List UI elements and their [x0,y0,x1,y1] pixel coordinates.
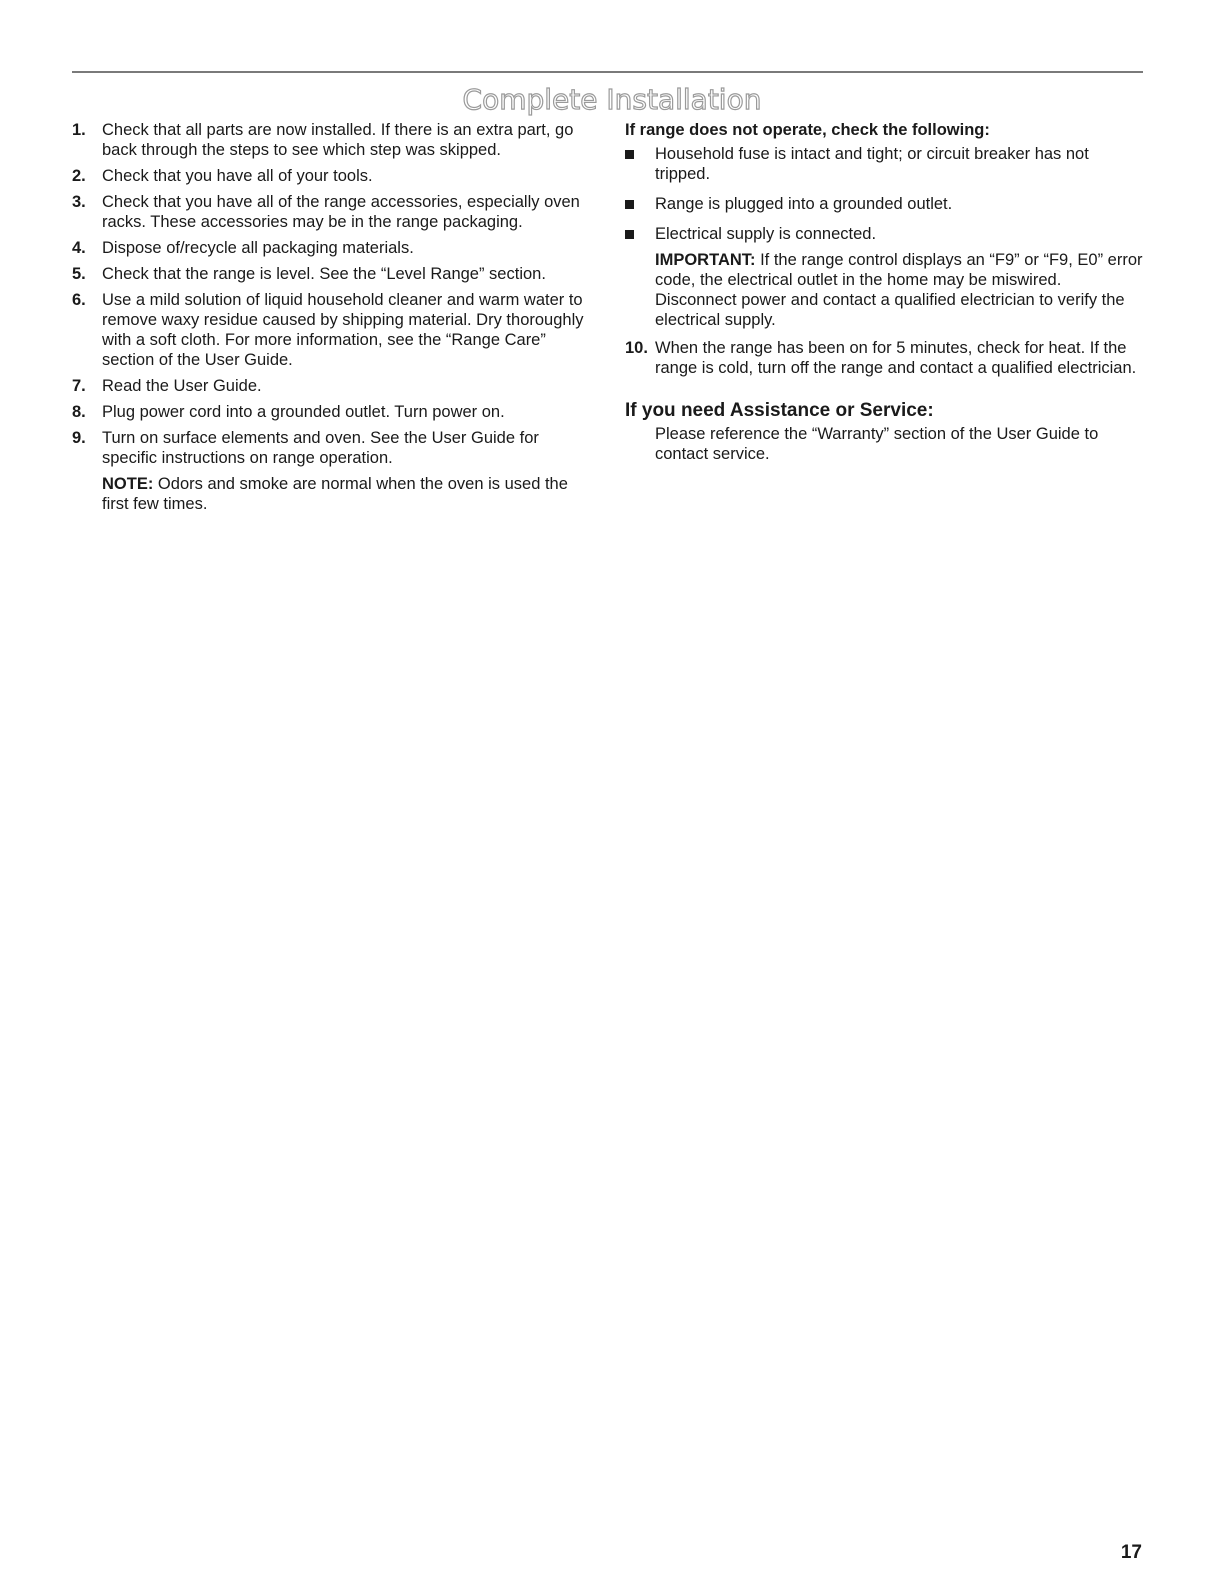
note-text: Odors and smoke are normal when the oven is used the first few times. [102,475,568,513]
square-bullet-icon [625,200,634,209]
step-number: 6. [72,291,86,309]
step-item [72,192,592,232]
step-item [72,120,592,160]
step-item [72,428,592,468]
step-number: 9. [72,429,86,447]
step-item [72,238,592,258]
step-text: Use a mild solution of liquid household cleaner and warm water to remove waxy residue caused by shipping material. Dry thoroughly with a soft cloth. For more information, see the “Range Care” section of the User Guide. [102,291,584,369]
note-paragraph [72,474,592,514]
square-bullet-icon [625,150,634,159]
check-item [625,224,1145,244]
square-bullet-icon [625,230,634,239]
step-number: 2. [72,167,86,185]
step-item [72,290,592,370]
step-item [72,264,592,284]
step-text: Check that all parts are now installed. If there is an extra part, go back through the steps to see which step was skipped. [102,121,574,159]
important-text: If the range control displays an “F9” or “F9, E0” error code, the electrical outlet in the home may be miswired. Disconnect power and contact a qualified electrician to verify the electrical supply. [655,251,1143,329]
check-text: Household fuse is intact and tight; or circuit breaker has not tripped. [655,145,1089,183]
step-text: Plug power cord into a grounded outlet. Turn power on. [102,403,505,421]
step-item [625,338,1145,378]
step-text: Read the User Guide. [102,377,262,395]
check-text: Range is plugged into a grounded outlet. [655,195,953,213]
service-paragraph: Please reference the “Warranty” section of the User Guide to contact service. [655,425,1099,463]
service-heading: If you need Assistance or Service: [625,400,934,421]
step-number: 7. [72,377,86,395]
important-label: IMPORTANT: [655,251,756,269]
step-number: 3. [72,193,86,211]
step-text: Turn on surface elements and oven. See the User Guide for specific instructions on range operation. [102,429,539,467]
step-item [72,402,592,422]
important-paragraph [625,250,1145,330]
step-text: Check that the range is level. See the “Level Range” section. [102,265,546,283]
step-text: Check that you have all of the range accessories, especially oven racks. These accessories may be in the range packaging. [102,193,580,231]
page-number: 17 [1120,1542,1142,1563]
step-item [72,166,592,186]
step-text: Check that you have all of your tools. [102,167,373,185]
left-column [72,120,592,520]
step-number: 1. [72,121,86,139]
page-title: Complete Installation [462,83,762,116]
top-rule [72,71,1143,73]
check-item [625,194,1145,214]
step-item [72,376,592,396]
note-label: NOTE: [102,475,154,493]
right-column [625,120,1145,464]
check-item [625,144,1145,184]
step-number: 4. [72,239,86,257]
step-number: 10. [625,339,648,357]
check-heading: If range does not operate, check the following: [625,121,990,139]
step-text: When the range has been on for 5 minutes, check for heat. If the range is cold, turn off the range and contact a qualified electrician. [655,339,1137,377]
step-number: 8. [72,403,86,421]
step-number: 5. [72,265,86,283]
step-text: Dispose of/recycle all packaging materials. [102,239,414,257]
check-text: Electrical supply is connected. [655,225,877,243]
